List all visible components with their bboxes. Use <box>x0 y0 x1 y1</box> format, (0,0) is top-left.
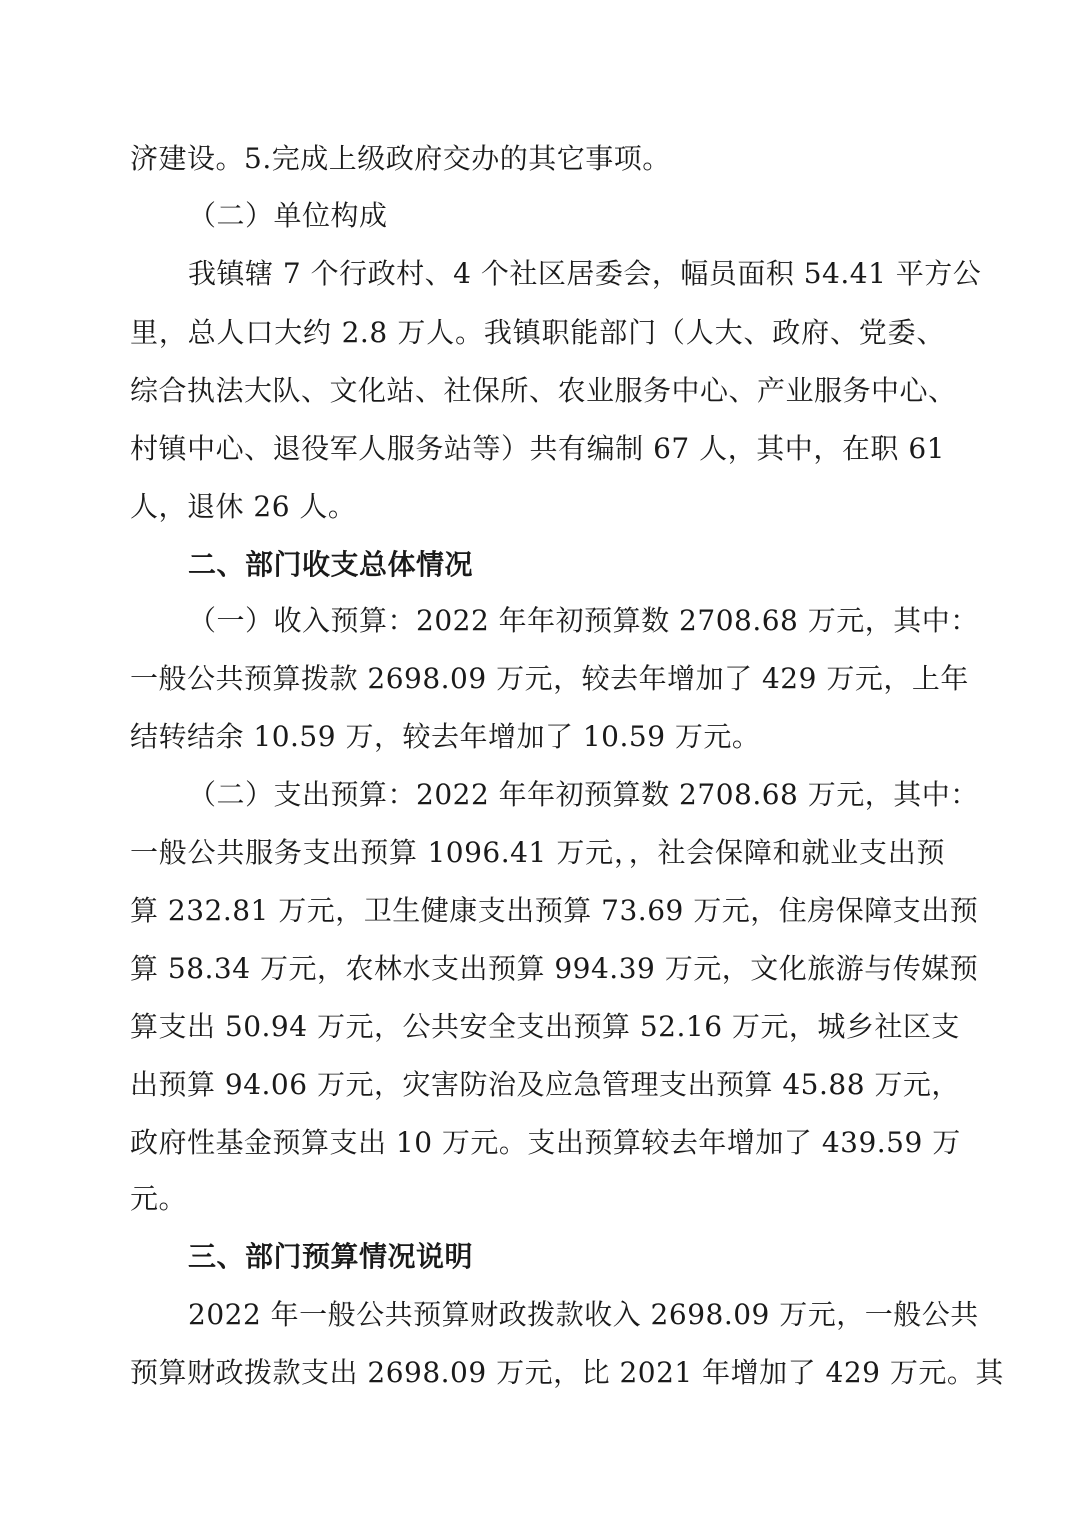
paragraph-line: 算 232.81 万元，卫生健康支出预算 73.69 万元，住房保障支出预 <box>130 894 979 927</box>
paragraph-line: 人，退休 26 人。 <box>130 490 357 523</box>
paragraph-line: 预算财政拨款支出 2698.09 万元，比 2021 年增加了 429 万元。其 <box>130 1356 1004 1389</box>
paragraph-line: 出预算 94.06 万元，灾害防治及应急管理支出预算 45.88 万元， <box>130 1068 960 1101</box>
paragraph-line: 算支出 50.94 万元，公共安全支出预算 52.16 万元，城乡社区支 <box>130 1010 960 1043</box>
paragraph-line: 一般公共预算拨款 2698.09 万元，较去年增加了 429 万元，上年 <box>130 662 969 695</box>
section-heading: 二、部门收支总体情况 <box>188 548 474 581</box>
section-heading: 三、部门预算情况说明 <box>188 1240 474 1273</box>
paragraph-line: 一般公共服务支出预算 1096.41 万元，，社会保障和就业支出预 <box>130 836 945 869</box>
paragraph-line: （一）收入预算：2022 年年初预算数 2708.68 万元，其中： <box>188 604 979 637</box>
paragraph-line: 2022 年一般公共预算财政拨款收入 2698.09 万元，一般公共 <box>188 1298 979 1331</box>
paragraph-line: 结转结余 10.59 万，较去年增加了 10.59 万元。 <box>130 720 761 753</box>
paragraph-line: 元。 <box>130 1182 188 1215</box>
paragraph-line: 里，总人口大约 2.8 万人。我镇职能部门（人大、政府、党委、 <box>130 316 945 349</box>
paragraph-line: 村镇中心、退役军人服务站等）共有编制 67 人，其中，在职 61 <box>130 432 945 465</box>
paragraph-line: 济建设。5.完成上级政府交办的其它事项。 <box>130 142 671 175</box>
section-subheading: （二）单位构成 <box>188 199 388 232</box>
paragraph-line: （二）支出预算：2022 年年初预算数 2708.68 万元，其中： <box>188 778 979 811</box>
paragraph-line: 综合执法大队、文化站、社保所、农业服务中心、产业服务中心、 <box>130 374 957 407</box>
paragraph-line: 政府性基金预算支出 10 万元。支出预算较去年增加了 439.59 万 <box>130 1126 961 1159</box>
paragraph-line: 我镇辖 7 个行政村、4 个社区居委会，幅员面积 54.41 平方公 <box>188 257 982 290</box>
paragraph-line: 算 58.34 万元，农林水支出预算 994.39 万元，文化旅游与传媒预 <box>130 952 979 985</box>
